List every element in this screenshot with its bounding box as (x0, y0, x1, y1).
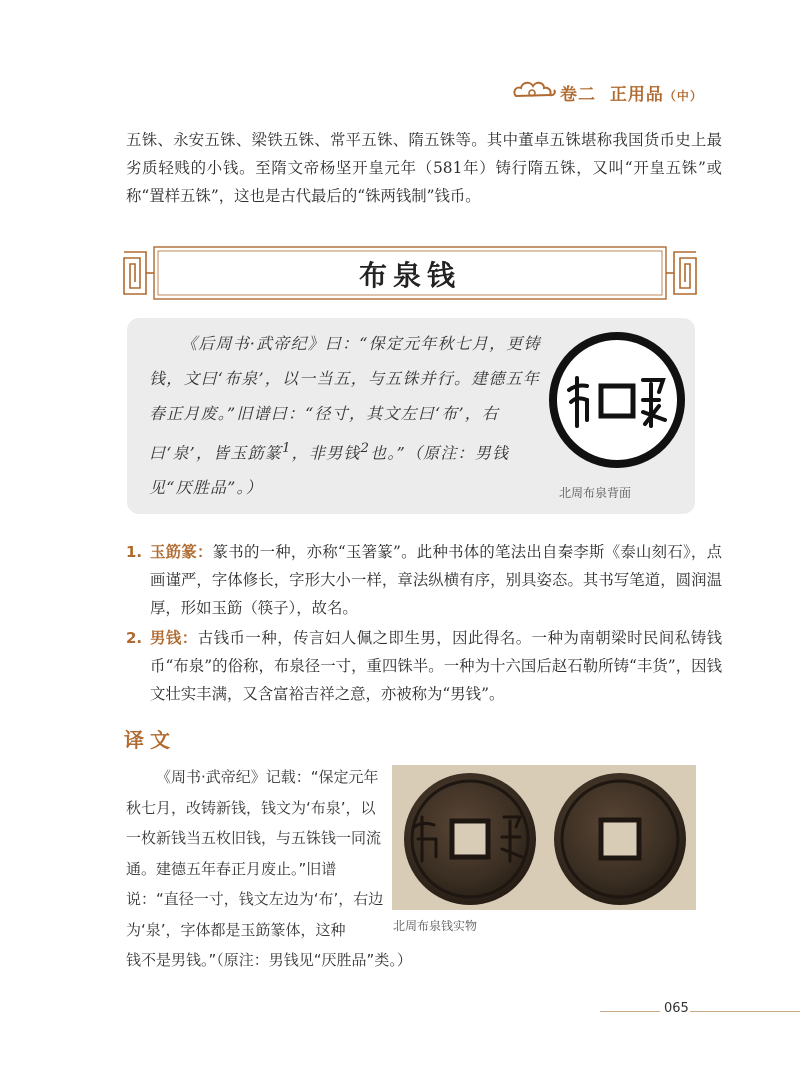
section-suffix: （中） (663, 89, 703, 103)
section-label: 正用品 (609, 85, 664, 105)
running-header (500, 74, 740, 110)
footer-rule (600, 1011, 660, 1012)
footnote-number: 1. (126, 543, 143, 561)
photo-caption: 北周布泉钱实物 (393, 919, 478, 933)
coin-photo (392, 765, 696, 910)
translation-tail: 钱不是男钱。”（原注：男钱见“厌胜品”类。） (126, 951, 412, 969)
intro-paragraph: 五铢、永安五铢、梁铁五铢、常平五铢、隋五铢等。其中董卓五铢堪称我国货币史上最劣质轻贱的小钱。至隋文帝杨坚开皇元年（581年）铸行隋五铢，又叫“开皇五铢”或称“置样五铢”，这也是古代最后的“铢两钱制”钱币。 (126, 131, 722, 205)
footnote-item (126, 538, 722, 622)
chapter-label: 卷二 (560, 85, 596, 105)
quote-text (149, 326, 549, 505)
section-title: 布泉钱 (358, 259, 461, 292)
footnote-ref-2: 2 (360, 441, 371, 456)
coin-photo-image (392, 765, 696, 910)
section-title-frame (120, 244, 700, 302)
chapter-title (560, 80, 703, 105)
footnote-ref-1: 1 (281, 441, 292, 456)
quote-end: 也。”（原注：男钱见“厌胜品”。） (149, 443, 510, 498)
footnote-term: 男钱： (150, 629, 198, 647)
quote-box (127, 318, 695, 514)
footnote-item (126, 624, 722, 708)
footnote-text: 古钱币一种，传言妇人佩之即生男，因此得名。一种为南朝梁时民间私铸钱币“布泉”的俗称，布泉径一寸，重四铢半。一种为十六国后赵石勒所铸“丰货”，因钱文壮实丰满，又含富裕吉祥之意，亦被称为“男钱”。 (150, 629, 722, 703)
quote-main: 《后周书·武帝纪》曰：“保定元年秋七月，更铸钱，文曰‘布泉’，以一当五，与五铢并行。建德五年春正月废。”旧谱曰：“径寸，其文左曰‘布’，右曰‘泉’，皆玉筯篆 (149, 334, 541, 463)
footnote-term: 玉筯篆： (150, 543, 213, 561)
quote-mid: ，非男钱 (291, 443, 361, 463)
page-number: 065 (664, 1001, 689, 1016)
footnotes (126, 538, 722, 710)
cloud-ornament-icon (512, 78, 558, 104)
footnote-number: 2. (126, 629, 143, 647)
seal-caption: 北周布泉背面 (559, 486, 632, 500)
translation-text (126, 762, 386, 945)
footnote-text: 篆书的一种，亦称“玉箸篆”。此种书体的笔法出自秦李斯《泰山刻石》，点画谨严，字体修长，字形大小一样，章法纵横有序，别具姿态。其书写笔道，圆润温厚，形如玉筯（筷子），故名。 (150, 543, 722, 617)
translation-body: 《周书·武帝纪》记载：“保定元年秋七月，改铸新钱，钱文为‘布泉’，以一枚新钱当五枚旧钱，与五铢钱一同流通。建德五年春正月废止。”旧谱说：“直径一寸，钱文左边为‘布’，右边为‘泉’，字体都是玉筯篆体，这种 (126, 768, 384, 939)
coin-rubbing-image (547, 330, 687, 470)
footer-rule (690, 1011, 800, 1012)
translation-heading: 译文 (124, 728, 176, 752)
